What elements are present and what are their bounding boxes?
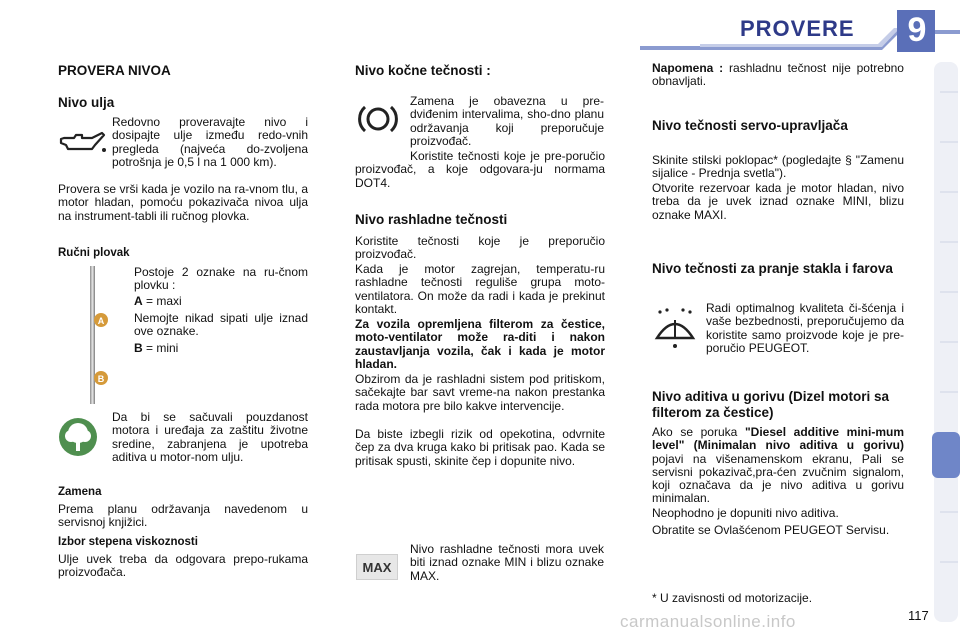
viscosity-paragraph: Ulje uvek treba da odgovara prepo-rukama proizvođača. xyxy=(58,552,308,580)
brake-paragraph-1: Zamena je obavezna u pre-dviđenim intervalima, sho-dno planu održavanja koji preporučuje proizvođač. xyxy=(410,94,604,148)
coolant-paragraph-1: Koristite tečnosti koje je preporučio proizvođač. xyxy=(355,234,605,262)
note-label: Napomena : xyxy=(652,61,724,75)
section-title: PROVERA NIVOA xyxy=(58,63,171,78)
oil-level-heading: Nivo ulja xyxy=(58,95,115,110)
dipstick-heading: Ručni plovak xyxy=(58,247,130,259)
steering-paragraph-2: Otvorite rezervoar kada je motor hladan, nivo treba da je uvek iznad oznake MINI, blizu oznake MAXI. xyxy=(652,181,904,222)
brake-warning-icon xyxy=(358,102,398,136)
additive-p1-pre: Ako se poruka xyxy=(652,425,745,439)
additive-paragraph-2: Neophodno je dopuniti nivo aditiva. xyxy=(652,506,839,520)
change-paragraph: Prema planu održavanja navedenom u servisnoj knjižici. xyxy=(58,502,308,530)
max-paragraph: Nivo rashladne tečnosti mora uvek biti iznad oznake MIN i blizu oznake MAX. xyxy=(410,542,604,583)
additive-paragraph-3: Obratite se Ovlašćenom PEUGEOT Servisu. xyxy=(652,523,890,537)
additive-paragraph-1 xyxy=(652,426,904,506)
mark-a-letter: A xyxy=(134,294,143,308)
chapter-number: 9 xyxy=(907,11,927,49)
additive-p1-post: pojavi na višenamenskom ekranu, Pali se servisni pokazivač,pra-ćen zvučnim signalom, koji označava da je nivo aditiva u gorivu minimalan. xyxy=(652,451,904,506)
chapter-tab-strip xyxy=(932,62,960,622)
oil-paragraph-1: Redovno proveravajte nivo i dosipajte ulje između redo-vnih pregleda (najveća do-zvoljena potrošnja je 0,5 l na 1 000 km). xyxy=(112,115,308,169)
brake-paragraph-2: Koristite tečnosti koje je pre-poručio proizvođač, a koje odgovara-ju normama DOT4. xyxy=(355,149,605,190)
power-steering-heading: Nivo tečnosti servo-upravljača xyxy=(652,118,848,133)
windscreen-washer-icon xyxy=(652,306,698,350)
mark-b-line xyxy=(134,342,308,355)
mark-a-line xyxy=(134,295,308,308)
viscosity-heading: Izbor stepena viskoznosti xyxy=(58,536,198,548)
page-number: 117 xyxy=(908,608,929,623)
dipstick-paragraph-2: Nemojte nikad sipati ulje iznad ove oznake. xyxy=(134,311,308,339)
steering-paragraph-1: Skinite stilski poklopac* (pogledajte § "Zamenu sijalice - Prednja svetla"). xyxy=(652,153,904,181)
coolant-warning: Za vozila opremljena filterom za čestice, moto-ventilator može ra-diti i nakon zaustavljanja vozila, čak i kada je motor hladan. xyxy=(355,317,605,371)
mark-b-letter: B xyxy=(134,341,143,355)
coolant-heading: Nivo rashladne tečnosti xyxy=(355,212,508,227)
mark-b-text: = mini xyxy=(142,341,179,355)
washer-paragraph: Radi optimalnog kvaliteta či-šćenja i vaše bezbednosti, preporučujemo da koristite samo proizvode koje je pre-poručio PEUGEOT. xyxy=(706,301,904,355)
dipstick-mark-a: A xyxy=(97,316,105,326)
oil-can-icon xyxy=(58,128,108,156)
oil-paragraph-2: Provera se vrši kada je vozilo na ra-vnom tlu, a motor hladan, pomoću pokazivača nivoa ulja na instrument-tabli ili ručnog plovka. xyxy=(58,182,308,223)
additive-p1-message: "Diesel additive mini-mum level" (Minimalan nivo aditiva u gorivu) xyxy=(652,425,904,453)
environment-tree-icon xyxy=(58,417,98,459)
dipstick-illustration xyxy=(82,266,116,406)
washer-fluid-heading: Nivo tečnosti za pranje stakla i farova xyxy=(652,261,893,276)
page-header-title: PROVERE xyxy=(740,16,855,41)
note-paragraph xyxy=(652,62,904,89)
brake-fluid-heading: Nivo kočne tečnosti : xyxy=(355,63,491,78)
mark-a-text: = maxi xyxy=(142,294,182,308)
coolant-paragraph-4: Da biste izbegli rizik od opekotina, odvrnite čep za dva kruga kako bi pritisak pao. Kada se pritisak spusti, skinite čep i dopunite nivo. xyxy=(355,427,605,468)
dipstick-paragraph-1: Postoje 2 oznake na ru-čnom plovku : xyxy=(134,265,308,293)
max-mark-icon: MAX xyxy=(356,554,398,580)
fuel-additive-heading: Nivo aditiva u gorivu (Dizel motori sa filterom za čestice) xyxy=(652,389,890,420)
change-heading: Zamena xyxy=(58,486,102,498)
environment-paragraph: Da bi se sačuvali pouzdanost motora i uređaja za zaštitu životne sredine, zabranjena je upotreba aditiva u motor-nom ulju. xyxy=(112,410,308,464)
dipstick-mark-b: B xyxy=(97,374,105,384)
coolant-paragraph-3: Obzirom da je rashladni sistem pod pritiskom, sačekajte bar savt vreme-na nakon prestanka rada motora pre bilo kakve intervencije. xyxy=(355,372,605,413)
note-text: rashladnu tečnost nije potrebno obnavljati. xyxy=(652,61,904,89)
coolant-paragraph-2: Kada je motor zagrejan, temperatu-ru rashladne tečnosti reguliše grupa moto-ventilatora. On može da radi i kada je prekinut kontakt. xyxy=(355,262,605,316)
watermark: carmanualsonline.info xyxy=(620,612,796,631)
footnote: * U zavisnosti od motorizacije. xyxy=(652,591,813,605)
